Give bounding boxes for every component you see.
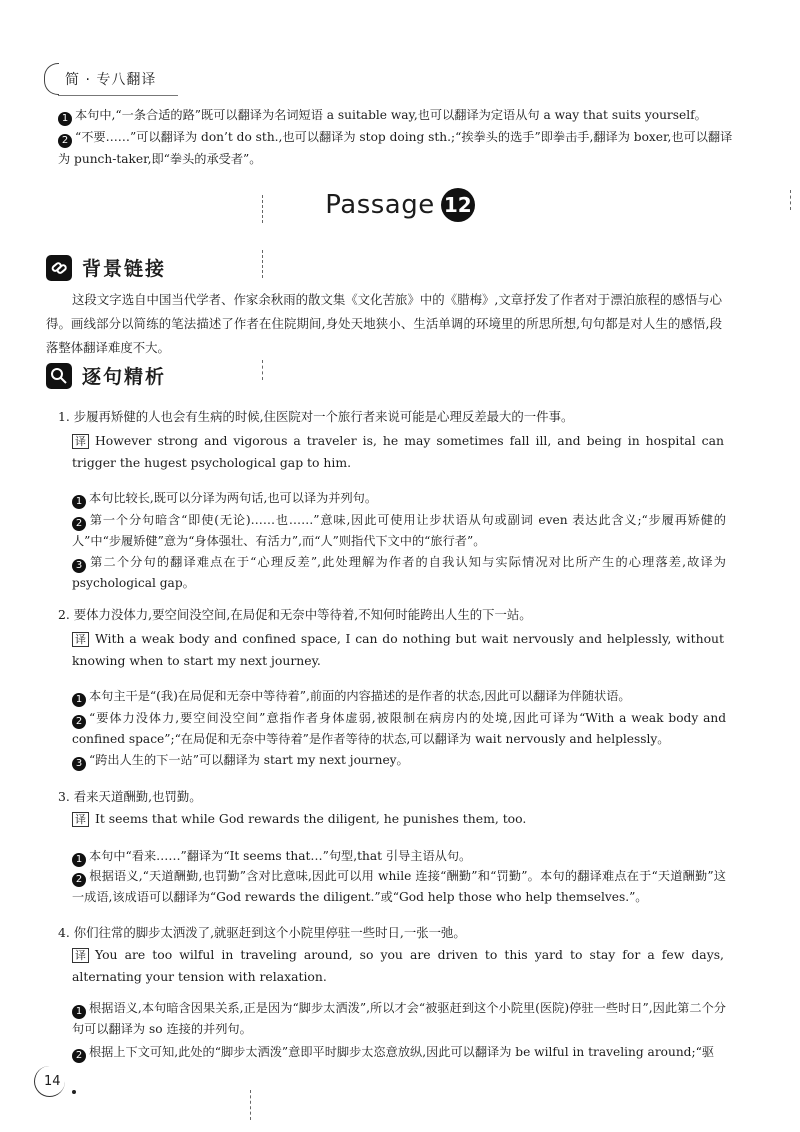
header-rule [58, 95, 178, 96]
fold-mark [790, 190, 791, 210]
translation-2: 译 With a weak body and confined space, I can do nothing but wait nervously and helplessly, without knowing when to start my next journey. [72, 631, 724, 668]
translation-tag: 译 [72, 812, 89, 827]
sentence-3: 3. 看来天道酬勤,也罚勤。 [58, 789, 202, 804]
translation-3: 译 It seems that while God rewards the diligent, he punishes them, too. [72, 808, 724, 830]
page-number: 14 [34, 1066, 72, 1104]
note-2-1: 1 本句主干是“(我)在局促和无奈中等待着”,前面的内容描述的是作者的状态,因此可以翻译为伴随状语。 [72, 686, 726, 707]
passage-number: 12 [441, 188, 475, 222]
sentence-1: 1. 步履再矫健的人也会有生病的时候,住医院对一个旅行者来说可能是心理反差最大的一件事。 [58, 409, 574, 424]
page-number-dot [72, 1090, 76, 1094]
sentence-2: 2. 要体力没体力,要空间没空间,在局促和无奈中等待着,不知何时能跨出人生的下一站。 [58, 607, 532, 622]
note-4-2: 2 根据上下文可知,此处的“脚步太洒泼”意即平时脚步太恣意放纵,因此可以翻译为 be wilful in traveling around;“驱 [72, 1042, 726, 1063]
translation-4: 译 You are too wilful in traveling around, so you are driven to this yard to stay for a few days, alternating your tension with relaxation. [72, 947, 724, 984]
note-1-2: 2 第一个分句暗含“即使(无论)……也……”意味,因此可使用让步状语从句或副词 even 表达此含义;“步履再矫健的人”中“步履矫健”意为“身体强壮、有活力”,而“人”则指代下文中的“旅行者”。 [72, 513, 726, 548]
header-bracket [44, 63, 59, 95]
section-background [46, 254, 166, 281]
fold-mark [262, 195, 263, 223]
note-3-2: 2 根据语义,“天道酬勤,也罚勤”含对比意味,因此可以用 while 连接“酬勤”和“罚勤”。本句的翻译难点在于“天道酬勤”这一成语,该成语可以翻译为“God rewards the diligent.”或“God help those who help themselves.”。 [72, 869, 726, 904]
translation-tag: 译 [72, 948, 89, 963]
page-header [44, 62, 156, 96]
section-analysis [46, 362, 166, 389]
fold-mark [262, 250, 263, 278]
background-paragraph: 这段文字选自中国当代学者、作家余秋雨的散文集《文化苦旅》中的《腊梅》,文章抒发了作者对于漂泊旅程的感悟与心得。画线部分以简练的笔法描述了作者在住院期间,身处天地狭小、生活单调的环境里的所思所想,句句都是对人生的感悟,段落整体翻译难度不大。 [46, 292, 722, 355]
top-note-2: 2 “不要……”可以翻译为 don’t do sth.,也可以翻译为 stop doing sth.;“挨拳头的选手”即拳击手,翻译为 boxer,也可以翻译为 punch-taker,即“拳头的承受者”。 [58, 130, 733, 166]
top-note-1: 1 本句中,“一条合适的路”既可以翻译为名词短语 a suitable way,也可以翻译为定语从句 a way that suits yourself。 [58, 104, 738, 126]
note-1-3: 3 第二个分句的翻译难点在于“心理反差”,此处理解为作者的自我认知与实际情况对比所产生的心理落差,故译为 psychological gap。 [72, 555, 726, 590]
section-analysis-title: 逐句精析 [82, 366, 167, 388]
translation-tag: 译 [72, 434, 89, 449]
fold-mark [250, 1090, 251, 1120]
header-title: 简 · 专八翻译 [65, 72, 157, 88]
note-1-1: 1 本句比较长,既可以分译为两句话,也可以译为并列句。 [72, 488, 726, 509]
translation-tag: 译 [72, 632, 89, 647]
note-2-3: 3 “跨出人生的下一站”可以翻译为 start my next journey。 [72, 750, 726, 771]
note-2-2: 2 “要体力没体力,要空间没空间”意指作者身体虚弱,被限制在病房内的处境,因此可译为“With a weak body and confined space”;“在局促和无奈中等待着”是作者等待的状态,可以翻译为 wait nervously and helplessly。 [72, 711, 726, 746]
note-4-1: 1 根据语义,本句暗含因果关系,正是因为“脚步太洒泼”,所以才会“被驱赶到这个小院里(医院)停驻一些时日”,因此第二个分句可以翻译为 so 连接的并列句。 [72, 1001, 726, 1036]
passage-title [0, 188, 800, 222]
note-3-1: 1 本句中“看来……”翻译为“It seems that…”句型,that 引导主语从句。 [72, 846, 726, 867]
section-background-title: 背景链接 [82, 258, 167, 280]
magnifier-icon [46, 363, 72, 389]
link-icon [46, 255, 72, 281]
passage-word: Passage [325, 190, 435, 220]
translation-1: 译 However strong and vigorous a traveler is, he may sometimes fall ill, and being in hospital can trigger the hugest psychological gap to him. [72, 433, 724, 470]
fold-mark [262, 360, 263, 380]
sentence-4: 4. 你们往常的脚步太洒泼了,就驱赶到这个小院里停驻一些时日,一张一弛。 [58, 925, 466, 940]
